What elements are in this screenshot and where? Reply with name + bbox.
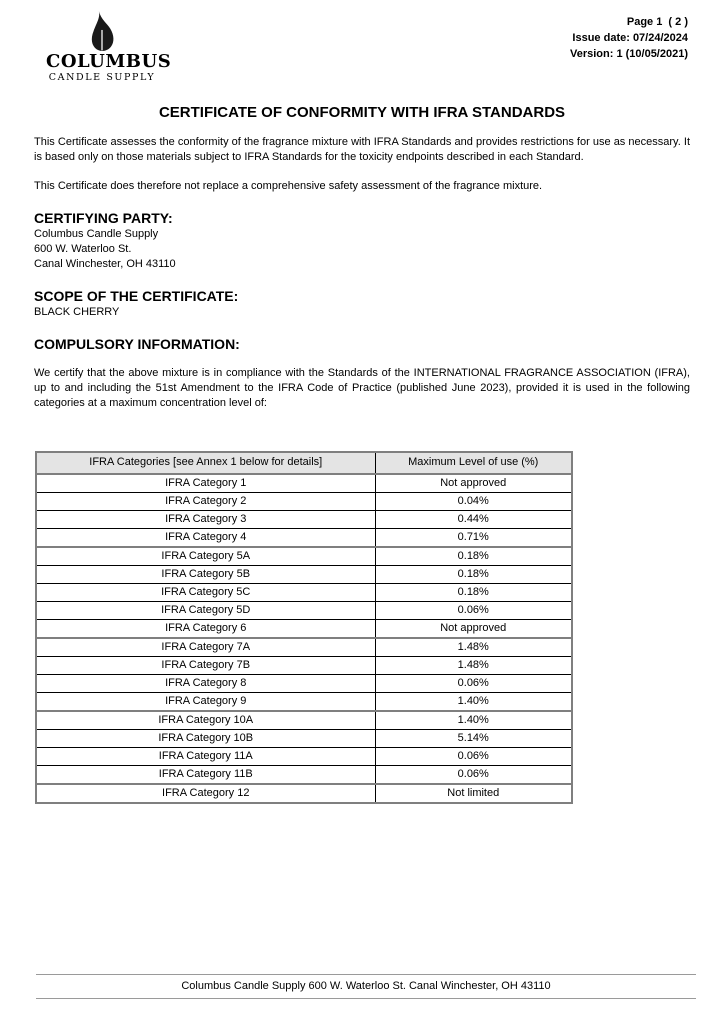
categories-column-header: IFRA Categories [see Annex 1 below for details] [36, 452, 375, 474]
max-level-column-header: Maximum Level of use (%) [375, 452, 572, 474]
max-level-cell: 1.40% [375, 711, 572, 730]
max-level-cell: Not approved [375, 474, 572, 493]
version-label: Version: 1 (10/05/2021) [569, 48, 688, 60]
category-cell: IFRA Category 5C [36, 583, 375, 601]
max-level-cell: 5.14% [375, 729, 572, 747]
max-level-cell: 0.06% [375, 747, 572, 765]
table-row [36, 565, 572, 583]
issue-date: Issue date: 07/24/2024 [572, 32, 688, 44]
certifying-party-city: Canal Winchester, OH 43110 [34, 257, 176, 270]
category-cell: IFRA Category 8 [36, 674, 375, 692]
intro-paragraph-2: This Certificate does therefore not replace a comprehensive safety assessment of the fragrance mixture. [34, 179, 543, 192]
logo-brand-text: COLUMBUS [46, 51, 172, 72]
ifra-table-body [36, 474, 572, 803]
table-row [36, 619, 572, 638]
category-cell: IFRA Category 3 [36, 510, 375, 528]
category-cell: IFRA Category 7B [36, 656, 375, 674]
max-level-cell: Not approved [375, 619, 572, 638]
max-level-cell: 1.48% [375, 638, 572, 657]
category-cell: IFRA Category 10A [36, 711, 375, 730]
table-row [36, 601, 572, 619]
category-cell: IFRA Category 11A [36, 747, 375, 765]
compulsory-heading: COMPULSORY INFORMATION: [34, 335, 240, 352]
company-logo [46, 10, 172, 84]
table-row [36, 638, 572, 657]
document-title: CERTIFICATE OF CONFORMITY WITH IFRA STANDARDS [158, 103, 566, 121]
table-row [36, 474, 572, 493]
category-cell: IFRA Category 10B [36, 729, 375, 747]
flame-icon [46, 10, 158, 52]
logo-sub-text: CANDLE SUPPLY [48, 71, 156, 83]
category-cell: IFRA Category 6 [36, 619, 375, 638]
certifying-party-heading: CERTIFYING PARTY: [34, 209, 173, 226]
category-cell: IFRA Category 1 [36, 474, 375, 493]
document-body [0, 135, 724, 804]
document-meta [570, 10, 688, 62]
max-level-cell: 0.18% [375, 565, 572, 583]
category-cell: IFRA Category 4 [36, 528, 375, 547]
category-cell: IFRA Category 9 [36, 692, 375, 711]
max-level-cell: Not limited [375, 784, 572, 803]
table-row [36, 510, 572, 528]
table-header-row [36, 452, 572, 474]
category-cell: IFRA Category 5D [36, 601, 375, 619]
table-row [36, 711, 572, 730]
max-level-cell: 0.71% [375, 528, 572, 547]
max-level-cell: 1.40% [375, 692, 572, 711]
table-row [36, 547, 572, 566]
ifra-categories-table [35, 451, 573, 804]
footer-text: Columbus Candle Supply 600 W. Waterloo St. Canal Winchester, OH 43110 [181, 980, 551, 992]
table-row [36, 583, 572, 601]
document-header [0, 0, 724, 84]
category-cell: IFRA Category 12 [36, 784, 375, 803]
table-row [36, 747, 572, 765]
table-row [36, 528, 572, 547]
category-cell: IFRA Category 2 [36, 492, 375, 510]
scope-heading: SCOPE OF THE CERTIFICATE: [34, 287, 239, 304]
max-level-cell: 0.18% [375, 547, 572, 566]
certifying-party-name: Columbus Candle Supply [34, 227, 159, 240]
max-level-cell: 0.06% [375, 765, 572, 784]
table-row [36, 656, 572, 674]
page-footer [36, 974, 696, 999]
category-cell: IFRA Category 11B [36, 765, 375, 784]
category-cell: IFRA Category 7A [36, 638, 375, 657]
max-level-cell: 0.04% [375, 492, 572, 510]
max-level-cell: 0.44% [375, 510, 572, 528]
max-level-cell: 0.06% [375, 674, 572, 692]
certifying-party-street: 600 W. Waterloo St. [34, 242, 132, 255]
category-cell: IFRA Category 5B [36, 565, 375, 583]
table-row [36, 492, 572, 510]
compulsory-paragraph: We certify that the above mixture is in compliance with the Standards of the INTERNATIONAL FRAGRANCE ASSOCIATION (IFRA), up to and including the 51st Amendment to the IFRA Code of Practice (published June 2023), provided it is used in the following categories at a maximum concentration level of: [34, 366, 690, 409]
scope-value: BLACK CHERRY [34, 305, 120, 318]
table-row [36, 765, 572, 784]
table-row [36, 784, 572, 803]
table-row [36, 674, 572, 692]
intro-paragraph-1: This Certificate assesses the conformity of the fragrance mixture with IFRA Standards and provides restrictions for use as necessary. It is based only on those materials subject to IFRA Standards for the toxicity endpoints described in each Standard. [34, 135, 690, 163]
max-level-cell: 1.48% [375, 656, 572, 674]
category-cell: IFRA Category 5A [36, 547, 375, 566]
max-level-cell: 0.06% [375, 601, 572, 619]
max-level-cell: 0.18% [375, 583, 572, 601]
page-number: Page 1 ( 2 ) [626, 16, 688, 28]
table-row [36, 692, 572, 711]
table-row [36, 729, 572, 747]
